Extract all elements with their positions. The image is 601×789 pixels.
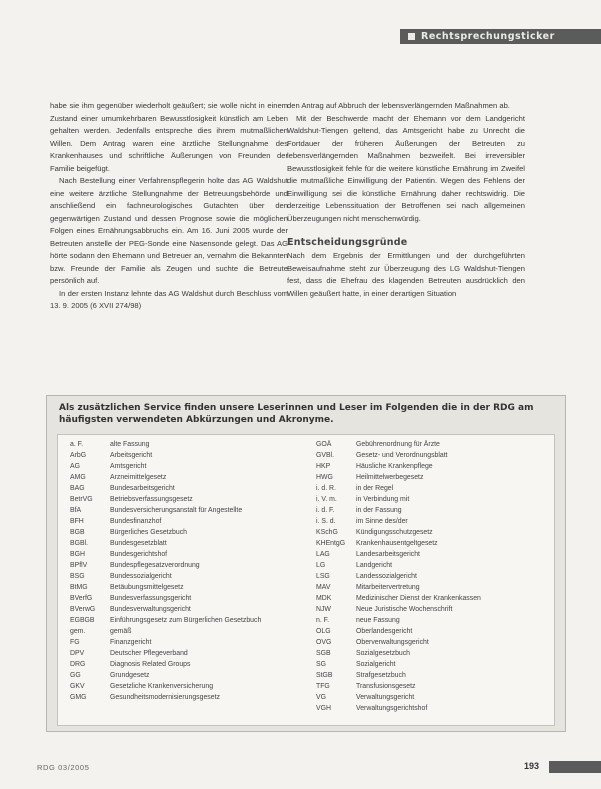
- abbreviation-meaning: Kündigungsschutzgesetz: [356, 529, 433, 536]
- abbreviation-row: [316, 670, 548, 681]
- abbreviation-row: [70, 615, 310, 626]
- abbreviation-term: BVerwG: [70, 606, 96, 613]
- paragraph: habe sie ihm gegenüber wiederholt geäußert; sie wolle nicht in einem Zustand einer umumkehrbaren Bewusstlosigkeit künstlich am Leben gehalten werden. Jedenfalls entspreche dies ihrem mutmaßlichen Willen. Dem Antrag waren eine ärztliche Stellungnahme des Krankenhauses und schriftliche Äußerungen von Freunden der Familie beigefügt.: [50, 101, 288, 173]
- abbreviation-term: TFG: [316, 683, 330, 690]
- abbreviation-row: [70, 593, 310, 604]
- abbreviation-row: [70, 439, 310, 450]
- abbreviation-meaning: Betäubungsmittelgesetz: [110, 584, 184, 591]
- abbreviation-meaning: Sozialgericht: [356, 661, 396, 668]
- abbreviation-term: GG: [70, 672, 81, 679]
- abbreviation-meaning: Bundespflegesatzverordnung: [110, 562, 200, 569]
- abbreviation-term: DPV: [70, 650, 85, 657]
- abbreviation-meaning: Bundesversicherungsanstalt für Angestellte: [110, 507, 243, 514]
- abbreviation-term: LSG: [316, 573, 330, 580]
- abbreviation-meaning: Diagnosis Related Groups: [110, 661, 191, 668]
- abbreviation-meaning: Bundesfinanzhof: [110, 518, 162, 525]
- abbreviation-term: DRG: [70, 661, 86, 668]
- abbreviation-meaning: alte Fassung: [110, 441, 150, 448]
- abbreviation-row: [316, 461, 548, 472]
- abbreviation-row: [316, 703, 548, 714]
- abbreviation-meaning: Gesetzliche Krankenversicherung: [110, 683, 214, 690]
- abbreviation-term: LG: [316, 562, 326, 569]
- abbreviation-term: AG: [70, 463, 80, 470]
- abbreviation-row: [316, 527, 548, 538]
- abbreviation-meaning: Gebührenordnung für Ärzte: [356, 441, 440, 448]
- abbreviation-meaning: Arbeitsgericht: [110, 452, 153, 459]
- paragraph: den Antrag auf Abbruch der lebensverlängernden Maßnahmen ab.: [287, 101, 510, 110]
- abbreviation-row: [70, 604, 310, 615]
- abbreviation-term: LAG: [316, 551, 330, 558]
- abbreviation-row: [316, 505, 548, 516]
- abbreviations-title: Als zusätzlichen Service finden unsere Leserinnen und Leser im Folgenden die in der RDG am häufigsten verwendeten Abkürzungen und Akronyme.: [59, 403, 534, 425]
- abbreviation-row: [70, 648, 310, 659]
- abbreviation-term: GMG: [70, 694, 87, 701]
- abbreviation-meaning: Sozialgesetzbuch: [356, 650, 411, 657]
- abbreviation-meaning: Bundesverwaltungsgericht: [110, 606, 191, 613]
- abbreviation-row: [316, 692, 548, 703]
- abbreviation-term: NJW: [316, 606, 331, 613]
- abbreviation-term: i. S. d.: [316, 518, 336, 525]
- abbreviation-term: i. V. m.: [316, 496, 337, 503]
- article-right-column: [287, 100, 525, 300]
- abbreviation-term: AMG: [70, 474, 86, 481]
- abbreviation-term: KHEntgG: [316, 540, 346, 547]
- abbreviation-term: StGB: [316, 672, 333, 679]
- abbreviation-row: [316, 560, 548, 571]
- abbreviation-meaning: Finanzgericht: [110, 639, 152, 646]
- abbreviation-meaning: Gesundheitsmodernisierungsgesetz: [110, 694, 220, 701]
- abbreviation-term: a. F.: [70, 441, 84, 448]
- abbreviation-term: BVerfG: [70, 595, 93, 602]
- paragraph: Nach Bestellung einer Verfahrenspflegerin holte das AG Waldshut eine weitere ärztliche Stellungnahme der Betreuungsbehörde und anschließend ein fachneurologisches Gutachten über den gegenwärtigen Zustand und dessen Prognose sowie die möglichen Folgen eines Ernährungsabbruchs ein. Am 16. Juni 2005 wurde der Betreuten anstelle der PEG-Sonde eine Nasensonde gelegt. Das AG hörte sodann den Ehemann und Betreuer an, vernahm die Bekannten bzw. Freunde der Familie als Zeugen und suchte die Betreute persönlich auf.: [50, 176, 288, 285]
- abbreviation-term: SG: [316, 661, 326, 668]
- abbreviation-row: [316, 516, 548, 527]
- abbreviation-row: [316, 450, 548, 461]
- abbreviation-row: [316, 626, 548, 637]
- abbreviation-row: [70, 516, 310, 527]
- abbreviation-meaning: Bundesgesetzblatt: [110, 540, 167, 547]
- abbreviation-row: [316, 615, 548, 626]
- abbreviation-meaning: Oberverwaltungsgericht: [356, 639, 429, 646]
- abbreviation-term: BSG: [70, 573, 85, 580]
- abbreviation-row: [316, 659, 548, 670]
- abbreviation-term: SGB: [316, 650, 331, 657]
- abbreviation-meaning: Bundessozialgericht: [110, 573, 172, 580]
- abbreviation-meaning: gemäß: [110, 628, 132, 635]
- abbreviation-row: [70, 538, 310, 549]
- abbreviation-row: [316, 582, 548, 593]
- abbreviation-meaning: Medizinischer Dienst der Krankenkassen: [356, 595, 481, 602]
- abbreviation-meaning: Bundesgerichtshof: [110, 551, 168, 558]
- footer-bar: [549, 761, 601, 773]
- abbreviation-meaning: Neue Juristische Wochenschrift: [356, 606, 453, 613]
- abbreviation-term: BFH: [70, 518, 84, 525]
- abbreviation-meaning: Bürgerliches Gesetzbuch: [110, 529, 187, 536]
- page-number: 193: [524, 761, 540, 771]
- abbreviation-row: [70, 659, 310, 670]
- abbreviation-meaning: Bundesarbeitsgericht: [110, 485, 175, 492]
- abbreviation-term: GOÄ: [316, 441, 332, 448]
- abbreviations-left-column: [70, 439, 310, 703]
- abbreviation-row: [70, 450, 310, 461]
- abbreviation-term: BfA: [70, 507, 82, 514]
- abbreviation-meaning: neue Fassung: [356, 617, 400, 624]
- abbreviation-row: [70, 461, 310, 472]
- abbreviation-term: KSchG: [316, 529, 338, 536]
- abbreviation-meaning: im Sinne des/der: [356, 518, 408, 525]
- abbreviation-row: [70, 549, 310, 560]
- subheading: Entscheidungsgründe: [287, 237, 408, 248]
- abbreviation-term: HKP: [316, 463, 331, 470]
- abbreviation-meaning: Bundesverfassungsgericht: [110, 595, 192, 602]
- abbreviation-row: [70, 494, 310, 505]
- abbreviation-row: [316, 472, 548, 483]
- abbreviation-row: [316, 637, 548, 648]
- article-left-column: [50, 100, 288, 313]
- abbreviation-row: [316, 549, 548, 560]
- abbreviation-term: HWG: [316, 474, 333, 481]
- abbreviation-meaning: in der Fassung: [356, 507, 402, 514]
- abbreviation-meaning: Arzneimittelgesetz: [110, 474, 167, 481]
- abbreviation-meaning: Deutscher Pflegeverband: [110, 650, 188, 657]
- abbreviation-meaning: Heilmittelwerbegesetz: [356, 474, 424, 481]
- abbreviation-term: BAG: [70, 485, 85, 492]
- abbreviation-term: VG: [316, 694, 326, 701]
- abbreviation-term: i. d. R.: [316, 485, 336, 492]
- issue-label: RDG 03/2005: [37, 763, 90, 772]
- abbreviation-row: [316, 681, 548, 692]
- abbreviation-meaning: Landgericht: [356, 562, 393, 569]
- abbreviation-term: BPflV: [70, 562, 88, 569]
- abbreviation-term: n. F.: [316, 617, 330, 624]
- paragraph: Mit der Beschwerde macht der Ehemann vor dem Landgericht Waldshut-Tiengen geltend, das Amtsgericht habe zu Unrecht die Fortdauer der früheren Äußerungen der Betreuten zu lebensverlängernden Maßnahmen bezweifelt. Bei irreversibler Bewusstlosigkeit fehle für die weitere künstliche Ernährung im Zweifel die mutmaßliche Einwilligung der Patientin. Wegen des Fehlens der Einwilligung sei die künstliche Ernährung daher rechtswidrig. Die derzeitige Lebenssituation der Betroffenen sei nach allgemeinen Überzeugungen nicht menschenwürdig.: [287, 113, 525, 223]
- abbreviation-meaning: Landessozialgericht: [356, 573, 417, 580]
- abbreviation-row: [70, 472, 310, 483]
- abbreviation-meaning: Grundgesetz: [110, 672, 150, 679]
- abbreviation-meaning: Landesarbeitsgericht: [356, 551, 420, 558]
- abbreviation-row: [70, 483, 310, 494]
- abbreviation-meaning: Verwaltungsgericht: [356, 694, 415, 701]
- abbreviation-term: BtMG: [70, 584, 88, 591]
- abbreviation-meaning: Strafgesetzbuch: [356, 672, 406, 679]
- abbreviation-row: [316, 593, 548, 604]
- abbreviation-meaning: Oberlandesgericht: [356, 628, 413, 635]
- section-label: Rechtsprechungsticker: [421, 31, 555, 42]
- abbreviation-row: [316, 483, 548, 494]
- abbreviation-term: EGBGB: [70, 617, 95, 624]
- abbreviation-term: BGBl.: [70, 540, 88, 547]
- abbreviation-row: [316, 648, 548, 659]
- abbreviation-term: OVG: [316, 639, 332, 646]
- section-header: [400, 29, 601, 44]
- abbreviations-box: [46, 395, 566, 732]
- abbreviation-term: BetrVG: [70, 496, 93, 503]
- abbreviation-term: MAV: [316, 584, 331, 591]
- abbreviation-term: FG: [70, 639, 80, 646]
- abbreviation-row: [70, 571, 310, 582]
- abbreviation-row: [70, 582, 310, 593]
- abbreviation-row: [316, 604, 548, 615]
- abbreviation-term: MDK: [316, 595, 332, 602]
- abbreviation-row: [316, 494, 548, 505]
- abbreviation-row: [70, 527, 310, 538]
- paragraph: In der ersten Instanz lehnte das AG Waldshut durch Beschluss vom 13. 9. 2005 (6 XVII 274/98): [50, 288, 288, 310]
- abbreviation-meaning: Amtsgericht: [110, 463, 147, 470]
- abbreviation-term: gem.: [70, 628, 86, 635]
- paragraph: Nach dem Ergebnis der Ermittlungen und der durchgeführten Beweisaufnahme steht zur Überzeugung des LG Waldshut-Tiengen fest, dass die Ehefrau des klagenden Betreuten ausdrücklich den Willen geäußert hatte, in einer derartigen Situation: [287, 251, 525, 298]
- abbreviation-meaning: Häusliche Krankenpflege: [356, 463, 433, 470]
- abbreviation-term: ArbG: [70, 452, 87, 459]
- abbreviations-right-column: [316, 439, 548, 714]
- abbreviation-meaning: Transfusionsgesetz: [356, 683, 416, 690]
- abbreviation-row: [70, 670, 310, 681]
- abbreviation-row: [316, 571, 548, 582]
- abbreviation-row: [70, 626, 310, 637]
- abbreviation-meaning: Mitarbeitervertretung: [356, 584, 420, 591]
- abbreviation-meaning: Verwaltungsgerichtshof: [356, 705, 428, 712]
- abbreviation-row: [70, 505, 310, 516]
- abbreviation-term: i. d. F.: [316, 507, 335, 514]
- abbreviation-meaning: in Verbindung mit: [356, 496, 410, 503]
- abbreviations-table: [57, 434, 555, 726]
- square-icon: [408, 33, 415, 40]
- abbreviation-meaning: in der Regel: [356, 485, 394, 492]
- abbreviation-row: [70, 681, 310, 692]
- abbreviation-meaning: Einführungsgesetz zum Bürgerlichen Gesetzbuch: [110, 617, 262, 624]
- abbreviation-row: [316, 439, 548, 450]
- abbreviation-row: [70, 637, 310, 648]
- abbreviation-term: GVBl.: [316, 452, 334, 459]
- abbreviation-row: [70, 692, 310, 703]
- abbreviation-term: BGH: [70, 551, 85, 558]
- abbreviation-row: [70, 560, 310, 571]
- abbreviation-row: [316, 538, 548, 549]
- abbreviation-meaning: Krankenhausentgeltgesetz: [356, 540, 438, 547]
- abbreviation-term: BGB: [70, 529, 85, 536]
- abbreviation-meaning: Gesetz- und Verordnungsblatt: [356, 452, 448, 459]
- abbreviation-term: OLG: [316, 628, 331, 635]
- abbreviation-term: GKV: [70, 683, 85, 690]
- abbreviation-term: VGH: [316, 705, 331, 712]
- abbreviation-meaning: Betriebsverfassungsgesetz: [110, 496, 193, 503]
